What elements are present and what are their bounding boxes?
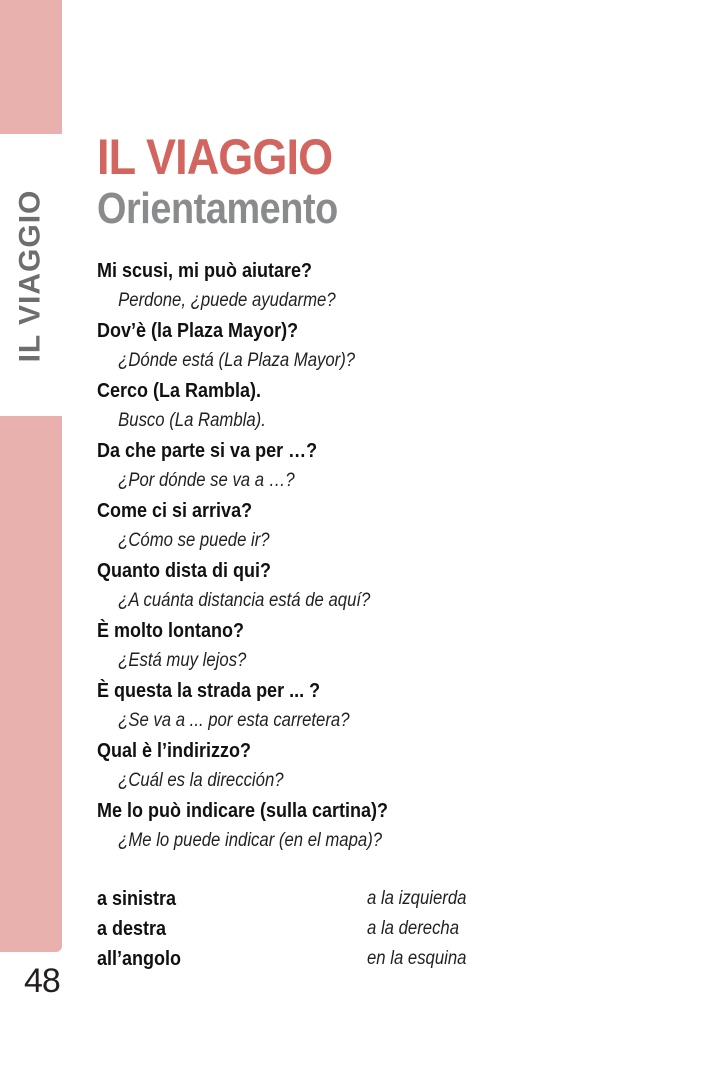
phrase-spanish: ¿A cuánta distancia está de aquí?	[118, 590, 371, 611]
phrase-spanish: Perdone, ¿puede ayudarme?	[118, 290, 336, 311]
phrase-item	[97, 316, 697, 376]
vocab-row	[97, 884, 657, 914]
phrase-italian: Come ci si arriva?	[97, 500, 253, 522]
phrase-italian: Cerco (La Rambla).	[97, 380, 262, 402]
phrase-italian: Quanto dista di qui?	[97, 560, 271, 582]
vocab-row	[97, 914, 657, 944]
side-tab-bottom	[0, 416, 62, 952]
phrase-italian: Da che parte si va per …?	[97, 440, 318, 462]
section-side-label-text: IL VIAGGIO	[13, 189, 46, 363]
vocab-italian: all’angolo	[97, 948, 182, 970]
vocab-spanish: a la derecha	[367, 918, 460, 939]
phrase-item	[97, 436, 697, 496]
phrase-item	[97, 256, 697, 316]
phrase-item	[97, 376, 697, 436]
phrase-italian: È questa la strada per ... ?	[97, 680, 321, 702]
phrase-item	[97, 496, 697, 556]
vocab-row	[97, 944, 657, 974]
phrase-spanish: Busco (La Rambla).	[118, 410, 266, 431]
side-tab-top	[0, 0, 62, 134]
phrase-spanish: ¿Me lo puede indicar (en el mapa)?	[118, 830, 383, 851]
phrase-item	[97, 736, 697, 796]
vocab-italian: a destra	[97, 918, 167, 940]
section-side-label	[8, 189, 52, 363]
phrase-italian: Dov’è (la Plaza Mayor)?	[97, 320, 299, 342]
page-number: 48	[24, 962, 60, 1000]
vocab-italian: a sinistra	[97, 888, 177, 910]
phrase-spanish: ¿Por dónde se va a …?	[118, 470, 295, 491]
phrase-spanish: ¿Cómo se puede ir?	[118, 530, 270, 551]
phrase-italian: Mi scusi, mi può aiutare?	[97, 260, 313, 282]
page-subtitle: Orientamento	[97, 184, 338, 233]
phrase-item	[97, 556, 697, 616]
vocab-spanish: en la esquina	[367, 948, 467, 969]
phrase-spanish: ¿Está muy lejos?	[118, 650, 247, 671]
phrase-spanish: ¿Se va a ... por esta carretera?	[118, 710, 350, 731]
phrase-italian: È molto lontano?	[97, 620, 244, 642]
page-title: IL VIAGGIO	[97, 129, 333, 185]
phrase-item	[97, 676, 697, 736]
phrase-item	[97, 796, 697, 856]
phrase-italian: Qual è l’indirizzo?	[97, 740, 252, 762]
phrase-item	[97, 616, 697, 676]
phrase-italian: Me lo può indicare (sulla cartina)?	[97, 800, 389, 822]
phrase-list	[97, 256, 697, 856]
vocab-spanish: a la izquierda	[367, 888, 467, 909]
vocab-list	[97, 884, 657, 974]
phrase-spanish: ¿Cuál es la dirección?	[118, 770, 284, 791]
phrase-spanish: ¿Dónde está (La Plaza Mayor)?	[118, 350, 356, 371]
